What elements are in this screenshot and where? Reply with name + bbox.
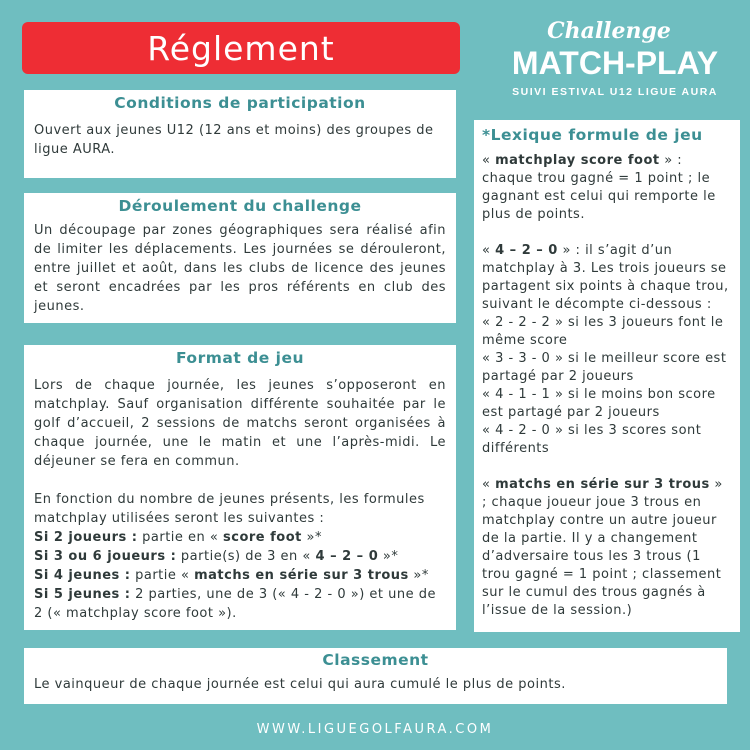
rule-post: »*	[301, 530, 322, 545]
rule-bold: matchs en série sur 3 trous	[194, 568, 409, 583]
rule-bold: 4 – 2 – 0	[315, 549, 379, 564]
format-title: Format de jeu	[175, 349, 305, 367]
rule-pre: partie en «	[137, 530, 224, 545]
decompte-item: « 4 - 1 - 1 » si le moins bon score est partagé par 2 joueurs	[482, 387, 716, 420]
logo-challenge-text: Challenge	[547, 18, 671, 44]
logo-subtitle: SUIVI ESTIVAL U12 LIGUE AURA	[512, 86, 718, 98]
rule-post: »*	[408, 568, 429, 583]
conditions-title: Conditions de participation	[114, 94, 366, 112]
quote-open: «	[482, 243, 496, 258]
rule-pre: partie «	[130, 568, 195, 583]
lexique-definition: » : chaque trou gagné = 1 point ; le gagnant est celui qui remporte le plus de points.	[482, 153, 716, 222]
classement-title: Classement	[322, 651, 429, 669]
rule-post: »*	[378, 549, 399, 564]
rule-label: Si 3 ou 6 joueurs :	[34, 549, 177, 564]
format-rule-3	[34, 566, 446, 585]
challenge-logo	[495, 18, 735, 98]
classement-card	[24, 648, 727, 704]
decompte-item: « 3 - 3 - 0 » si le meilleur score est partagé par 2 joueurs	[482, 351, 727, 384]
deroulement-title: Déroulement du challenge	[118, 197, 362, 215]
rule-pre: partie(s) de 3 en «	[176, 549, 316, 564]
rule-label: Si 5 jeunes :	[34, 587, 131, 602]
format-card	[24, 345, 456, 630]
lexique-card	[474, 120, 740, 632]
lexique-definition: » : il s’agit d’un matchplay à 3. Les trois joueurs se partagent six points à chaque trou, suivant le décompte ci-dessous :	[482, 243, 729, 312]
rule-pre: 2 parties, une de 3 (« 4 - 2 - 0 ») et une de 2 (« matchplay score foot »).	[34, 587, 436, 621]
lexique-420	[482, 242, 730, 314]
banner-title: Réglement	[147, 28, 335, 68]
deroulement-card	[24, 193, 456, 323]
decompte-item: « 2 - 2 - 2 » si les 3 joueurs font le même score	[482, 315, 724, 348]
lexique-title: *Lexique formule de jeu	[482, 126, 703, 144]
format-paragraph-2: En fonction du nombre de jeunes présents, les formules matchplay utilisées seront les suivantes :	[34, 492, 425, 526]
lexique-score-foot	[482, 152, 730, 224]
lexique-term: matchplay score foot	[495, 153, 660, 168]
logo-matchplay-text: MATCH-PLAY	[511, 45, 719, 81]
format-rule-4	[34, 585, 446, 623]
conditions-card	[24, 90, 456, 178]
format-rule-1	[34, 528, 446, 547]
classement-text: Le vainqueur de chaque journée est celui qui aura cumulé le plus de points.	[34, 677, 566, 692]
decompte-item: « 4 - 2 - 0 » si les 3 scores sont différents	[482, 423, 702, 456]
format-paragraph-1: Lors de chaque journée, les jeunes s’opposeront en matchplay. Sauf organisation différente souhaitée par le golf d’accueil, 2 sessions de matchs seront organisées à chaque journée, une le matin et une l’après-midi. Le déjeuner se fera en commun.	[34, 378, 446, 469]
lexique-term: 4 – 2 – 0	[495, 243, 558, 258]
conditions-text: Ouvert aux jeunes U12 (12 ans et moins) des groupes de ligue AURA.	[34, 123, 434, 157]
lexique-serie	[482, 476, 730, 620]
deroulement-text: Un découpage par zones géographiques sera réalisé afin de limiter les déplacements. Les journées se dérouleront, entre juillet et août, dans les clubs de licence des jeunes et seront encadrées par les pros référents en club des jeunes.	[34, 223, 446, 314]
rule-bold: score foot	[223, 530, 302, 545]
quote-open: «	[482, 477, 496, 492]
rule-label: Si 2 joueurs :	[34, 530, 138, 545]
quote-open: «	[482, 153, 496, 168]
lexique-definition: » ; chaque joueur joue 3 trous en matchplay contre un autre joueur de la partie. Il y a changement d’adversaire tous les 3 trous (1 trou gagné = 1 point ; classement sur le cumul des trous gagnés à l’issue de la session.)	[482, 477, 723, 618]
rule-label: Si 4 jeunes :	[34, 568, 131, 583]
format-rule-2	[34, 547, 446, 566]
website-url: WWW.LIGUEGOLFAURA.COM	[256, 722, 494, 737]
lexique-term: matchs en série sur 3 trous	[495, 477, 710, 492]
reglement-banner	[22, 22, 460, 74]
